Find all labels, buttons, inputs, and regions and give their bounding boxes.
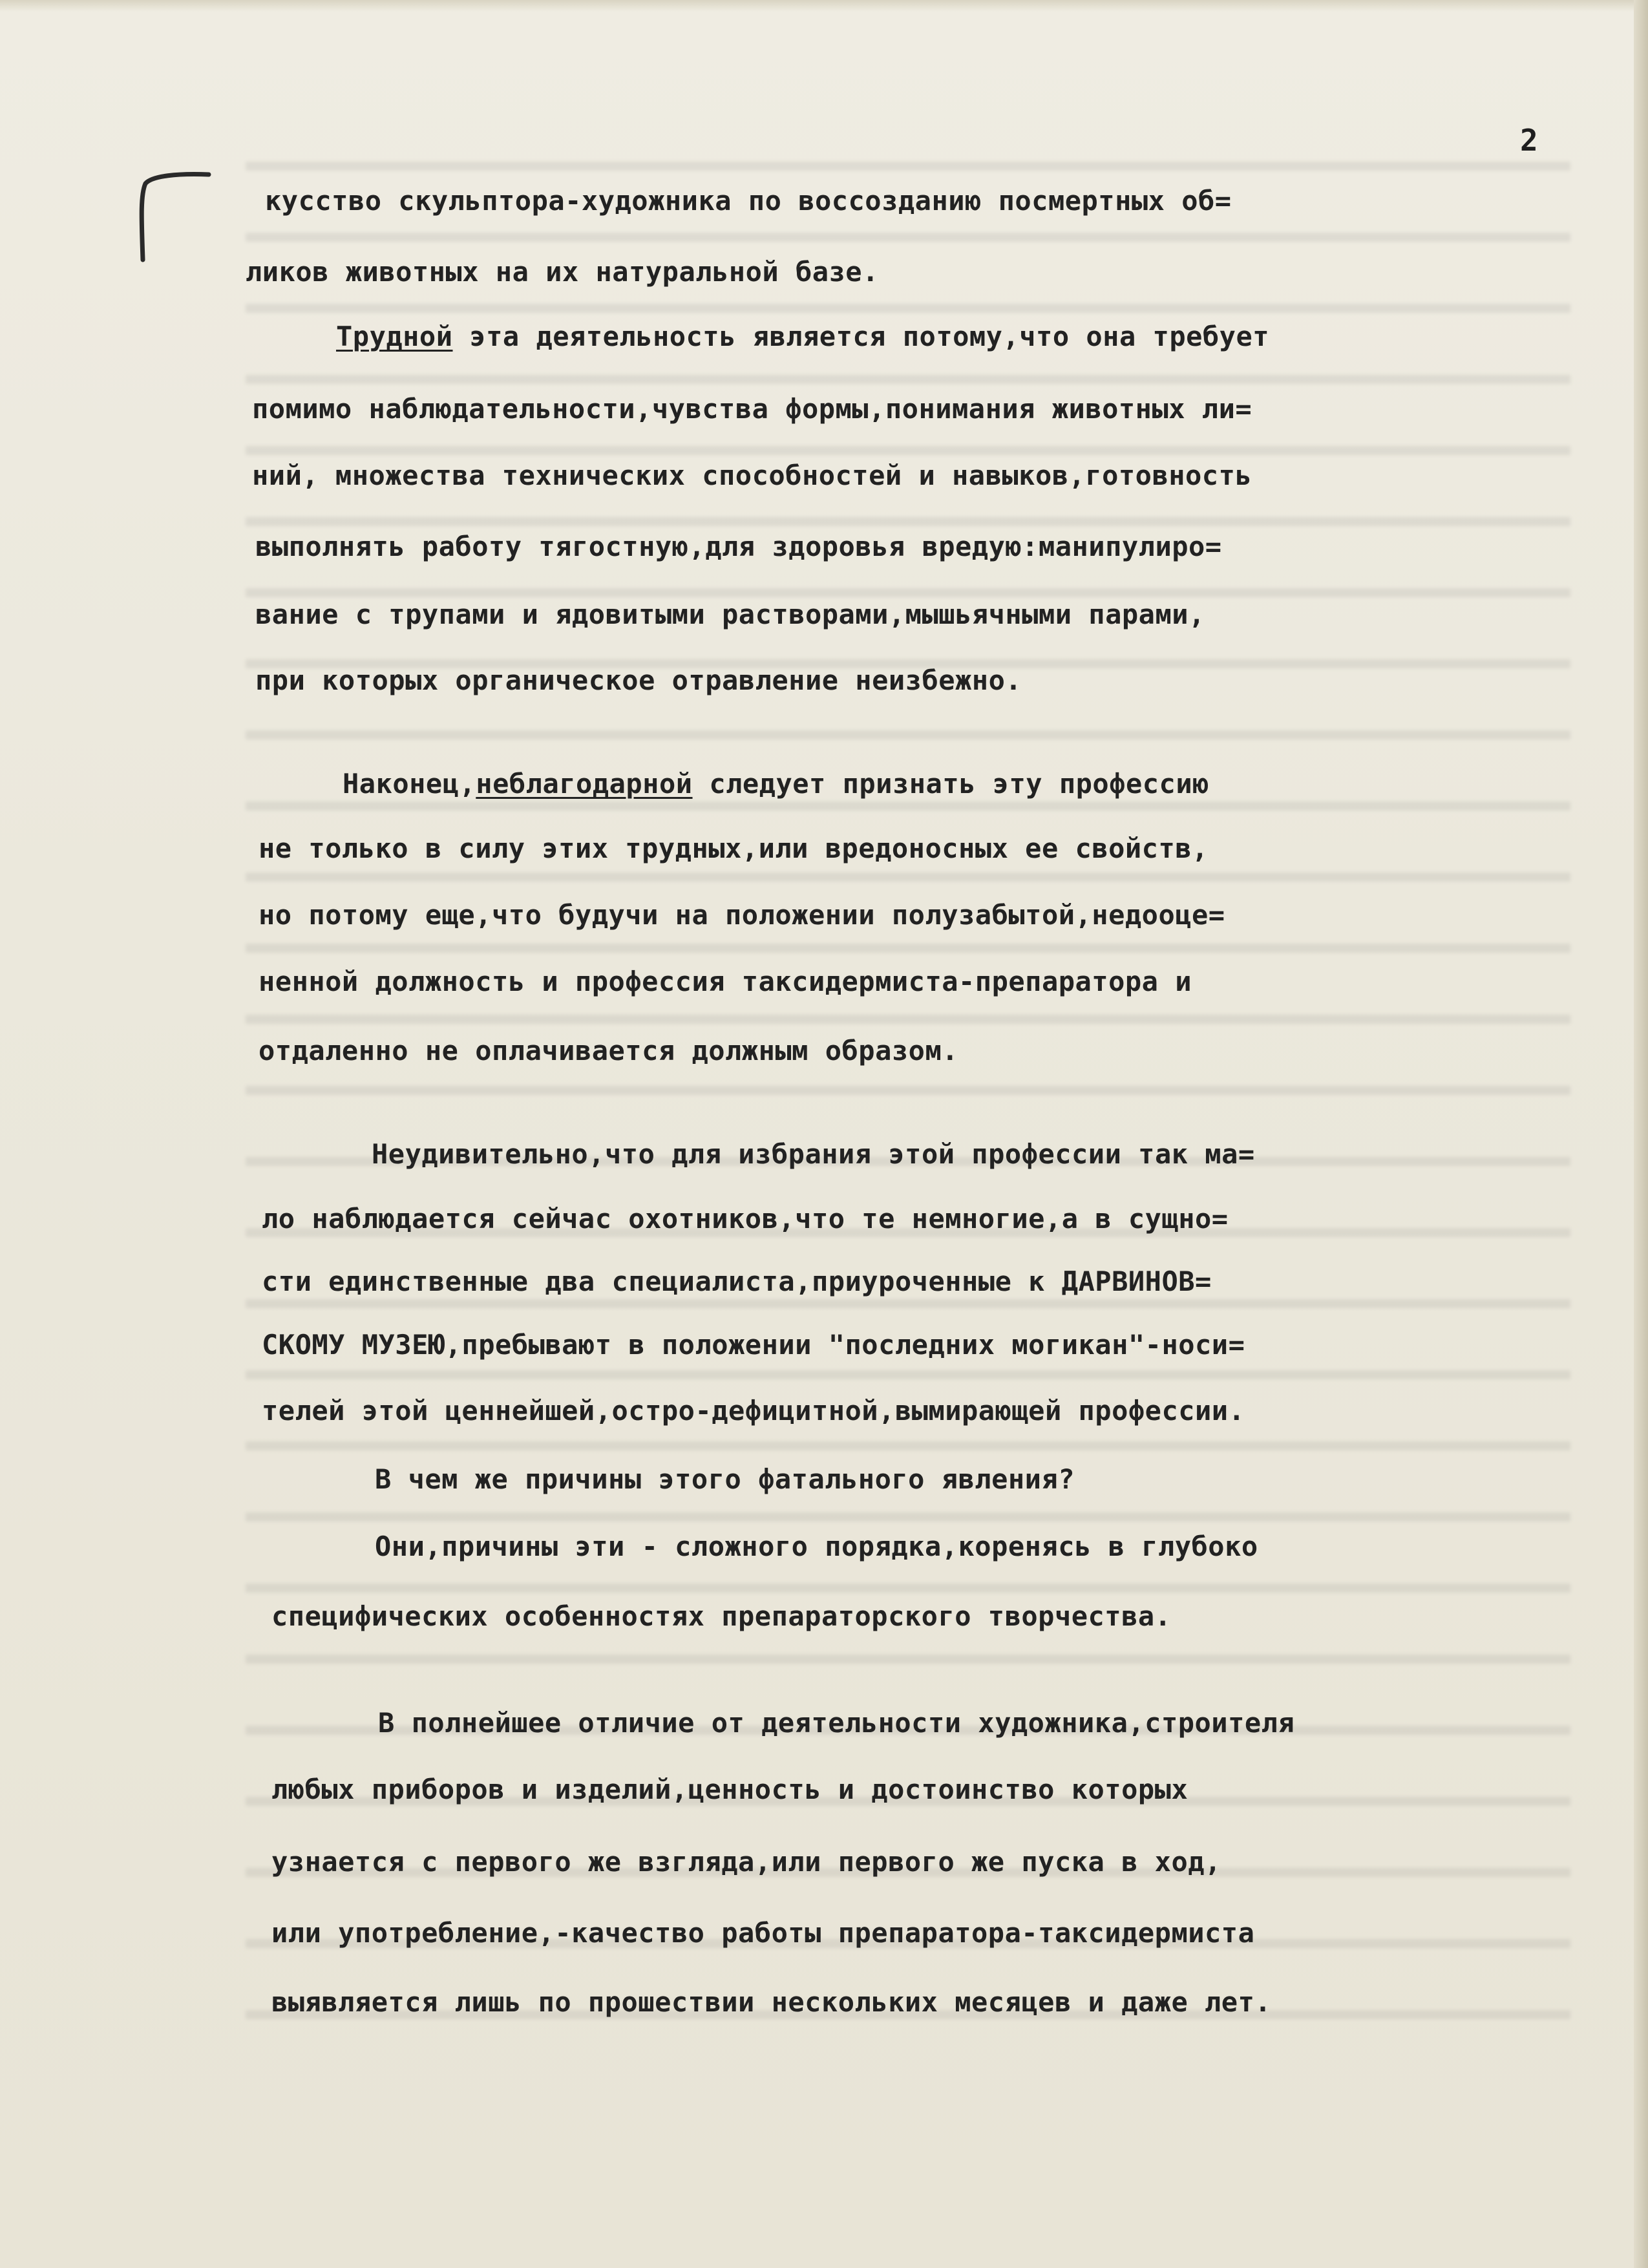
text-line: узнается с первого же взгляда,или первого же пуска в ход, [271, 1846, 1221, 1878]
page-number: 2 [1520, 123, 1538, 158]
text-line: но потому еще,что будучи на положении полузабытой,недооце= [259, 899, 1225, 931]
text-line: Наконец,неблагодарной следует признать эту профессию [343, 768, 1209, 800]
underlined-word: Трудной [336, 321, 453, 352]
text-line: В полнейшее отличие от деятельности художника,строителя [378, 1707, 1295, 1739]
text-line: специфических особенностях препараторского творчества. [271, 1600, 1172, 1632]
text-line: отдаленно не оплачивается должным образом. [259, 1035, 959, 1066]
text-line: выявляется лишь по прошествии нескольких месяцев и даже лет. [271, 1986, 1272, 2018]
text-line: выполнять работу тягостную,для здоровья вредую:манипулиро= [255, 531, 1222, 562]
text-line: кусство скульптора-художника по воссозданию посмертных об= [265, 185, 1232, 217]
text-line: помимо наблюдательности,чувства формы,понимания животных ли= [252, 393, 1252, 425]
text-line: сти единственные два специалиста,приуроченные к ДАРВИНОВ= [262, 1266, 1212, 1297]
text-line: или употребление,-качество работы препаратора-таксидермиста [271, 1917, 1255, 1949]
text-line: В чем же причины этого фатального явления? [375, 1463, 1075, 1495]
text-line: Неудивительно,что для избрания этой профессии так ма= [372, 1138, 1255, 1170]
text-line: не только в силу этих трудных,или вредоносных ее свойств, [259, 832, 1209, 864]
text-line: вание с трупами и ядовитыми растворами,мышьячными парами, [255, 599, 1205, 630]
text-line: ликов животных на их натуральной базе. [246, 256, 879, 288]
text-line: любых приборов и изделий,ценность и достоинство которых [271, 1774, 1188, 1805]
text-line: телей этой ценнейшей,остро-дефицитной,вымирающей профессии. [262, 1395, 1245, 1426]
text-line: Трудной эта деятельность является потому,что она требует [336, 321, 1270, 352]
text-line: при которых органическое отравление неизбежно. [255, 664, 1022, 696]
text-line: ненной должность и профессия таксидермиста-препаратора и [259, 966, 1192, 997]
text-line: Они,причины эти - сложного порядка,коренясь в глубоко [375, 1531, 1258, 1562]
text-line: СКОМУ МУЗЕЮ,пребывают в положении "последних могикан"-носи= [262, 1329, 1245, 1361]
text-line: ний, множества технических способностей и навыков,готовность [252, 460, 1252, 491]
underlined-word: неблагодарной [476, 768, 693, 800]
text-line: ло наблюдается сейчас охотников,что те немногие,а в сущно= [262, 1203, 1229, 1235]
